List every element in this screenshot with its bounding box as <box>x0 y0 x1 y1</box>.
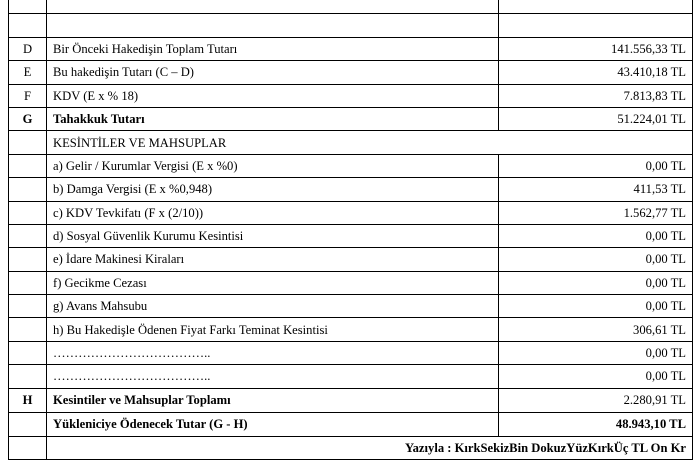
row-amount: 51.224,01 TL <box>499 107 693 130</box>
deduction-row <box>9 224 693 247</box>
empty-cell <box>9 131 47 154</box>
empty-cell <box>9 365 47 388</box>
row-code: G <box>9 107 47 130</box>
deduction-description: a) Gelir / Kurumlar Vergisi (E x %0) <box>47 154 499 177</box>
deduction-description: g) Avans Mahsubu <box>47 295 499 318</box>
row-description: KDV (E x % 18) <box>47 84 499 107</box>
deduction-row <box>9 154 693 177</box>
deduction-row <box>9 318 693 341</box>
row-code <box>9 0 47 14</box>
deductions-heading-row <box>9 131 693 154</box>
deduction-row <box>9 178 693 201</box>
deduction-amount: 0,00 TL <box>499 224 693 247</box>
row-amount: 141.556,33 TL <box>499 37 693 60</box>
deduction-description: ……………………………….. <box>47 341 499 364</box>
empty-cell <box>9 248 47 271</box>
empty-cell <box>9 295 47 318</box>
row-description: Yükleniciye Ödenecek Tutar (G - H) <box>47 413 499 436</box>
row-amount: 2.280,91 TL <box>499 388 693 413</box>
empty-cell <box>9 271 47 294</box>
deduction-row <box>9 248 693 271</box>
table-row-e <box>9 61 693 84</box>
empty-cell <box>9 178 47 201</box>
row-amount <box>499 0 693 14</box>
deduction-row <box>9 365 693 388</box>
amount-in-words-row <box>9 436 693 459</box>
empty-cell <box>9 154 47 177</box>
deduction-amount: 0,00 TL <box>499 365 693 388</box>
table-row <box>9 0 693 14</box>
table-row-g <box>9 107 693 130</box>
row-amount: 48.943,10 TL <box>499 413 693 436</box>
deduction-row <box>9 201 693 224</box>
net-payable-row <box>9 413 693 436</box>
row-code <box>9 413 47 436</box>
row-code: F <box>9 84 47 107</box>
row-amount: 43.410,18 TL <box>499 61 693 84</box>
deduction-amount: 0,00 TL <box>499 154 693 177</box>
row-code: H <box>9 388 47 413</box>
deduction-row <box>9 341 693 364</box>
deductions-heading: KESİNTİLER VE MAHSUPLAR <box>47 131 693 154</box>
empty-cell <box>9 436 47 459</box>
empty-cell <box>9 224 47 247</box>
table-row-d <box>9 37 693 60</box>
row-description: Kesintiler ve Mahsuplar Toplamı <box>47 388 499 413</box>
deduction-description: c) KDV Tevkifatı (F x (2/10)) <box>47 201 499 224</box>
deduction-description: h) Bu Hakedişle Ödenen Fiyat Farkı Teminat Kesintisi <box>47 318 499 341</box>
table-row-h <box>9 388 693 413</box>
deduction-amount: 0,00 TL <box>499 248 693 271</box>
deduction-description: f) Gecikme Cezası <box>47 271 499 294</box>
payment-summary-table <box>8 0 693 460</box>
deduction-description: ……………………………….. <box>47 365 499 388</box>
deduction-amount: 0,00 TL <box>499 271 693 294</box>
deduction-description: b) Damga Vergisi (E x %0,948) <box>47 178 499 201</box>
table-row-f <box>9 84 693 107</box>
row-description: Bu hakedişin Tutarı (C – D) <box>47 61 499 84</box>
deduction-amount: 411,53 TL <box>499 178 693 201</box>
empty-cell <box>9 341 47 364</box>
amount-in-words: Yazıyla : KırkSekizBin DokuzYüzKırkÜç TL On Kr <box>47 436 693 459</box>
row-code: D <box>9 37 47 60</box>
row-description: Bir Önceki Hakedişin Toplam Tutarı <box>47 37 499 60</box>
empty-cell <box>9 201 47 224</box>
deduction-amount: 306,61 TL <box>499 318 693 341</box>
deduction-amount: 1.562,77 TL <box>499 201 693 224</box>
row-description <box>47 0 499 14</box>
deduction-row <box>9 271 693 294</box>
deduction-description: d) Sosyal Güvenlik Kurumu Kesintisi <box>47 224 499 247</box>
deduction-row <box>9 295 693 318</box>
row-description: Tahakkuk Tutarı <box>47 107 499 130</box>
row-amount: 7.813,83 TL <box>499 84 693 107</box>
empty-cell <box>499 14 693 37</box>
row-code: E <box>9 61 47 84</box>
table-row <box>9 14 693 37</box>
deduction-amount: 0,00 TL <box>499 341 693 364</box>
empty-cell <box>9 14 47 37</box>
deduction-description: e) İdare Makinesi Kiraları <box>47 248 499 271</box>
empty-cell <box>9 318 47 341</box>
empty-cell <box>47 14 499 37</box>
deduction-amount: 0,00 TL <box>499 295 693 318</box>
